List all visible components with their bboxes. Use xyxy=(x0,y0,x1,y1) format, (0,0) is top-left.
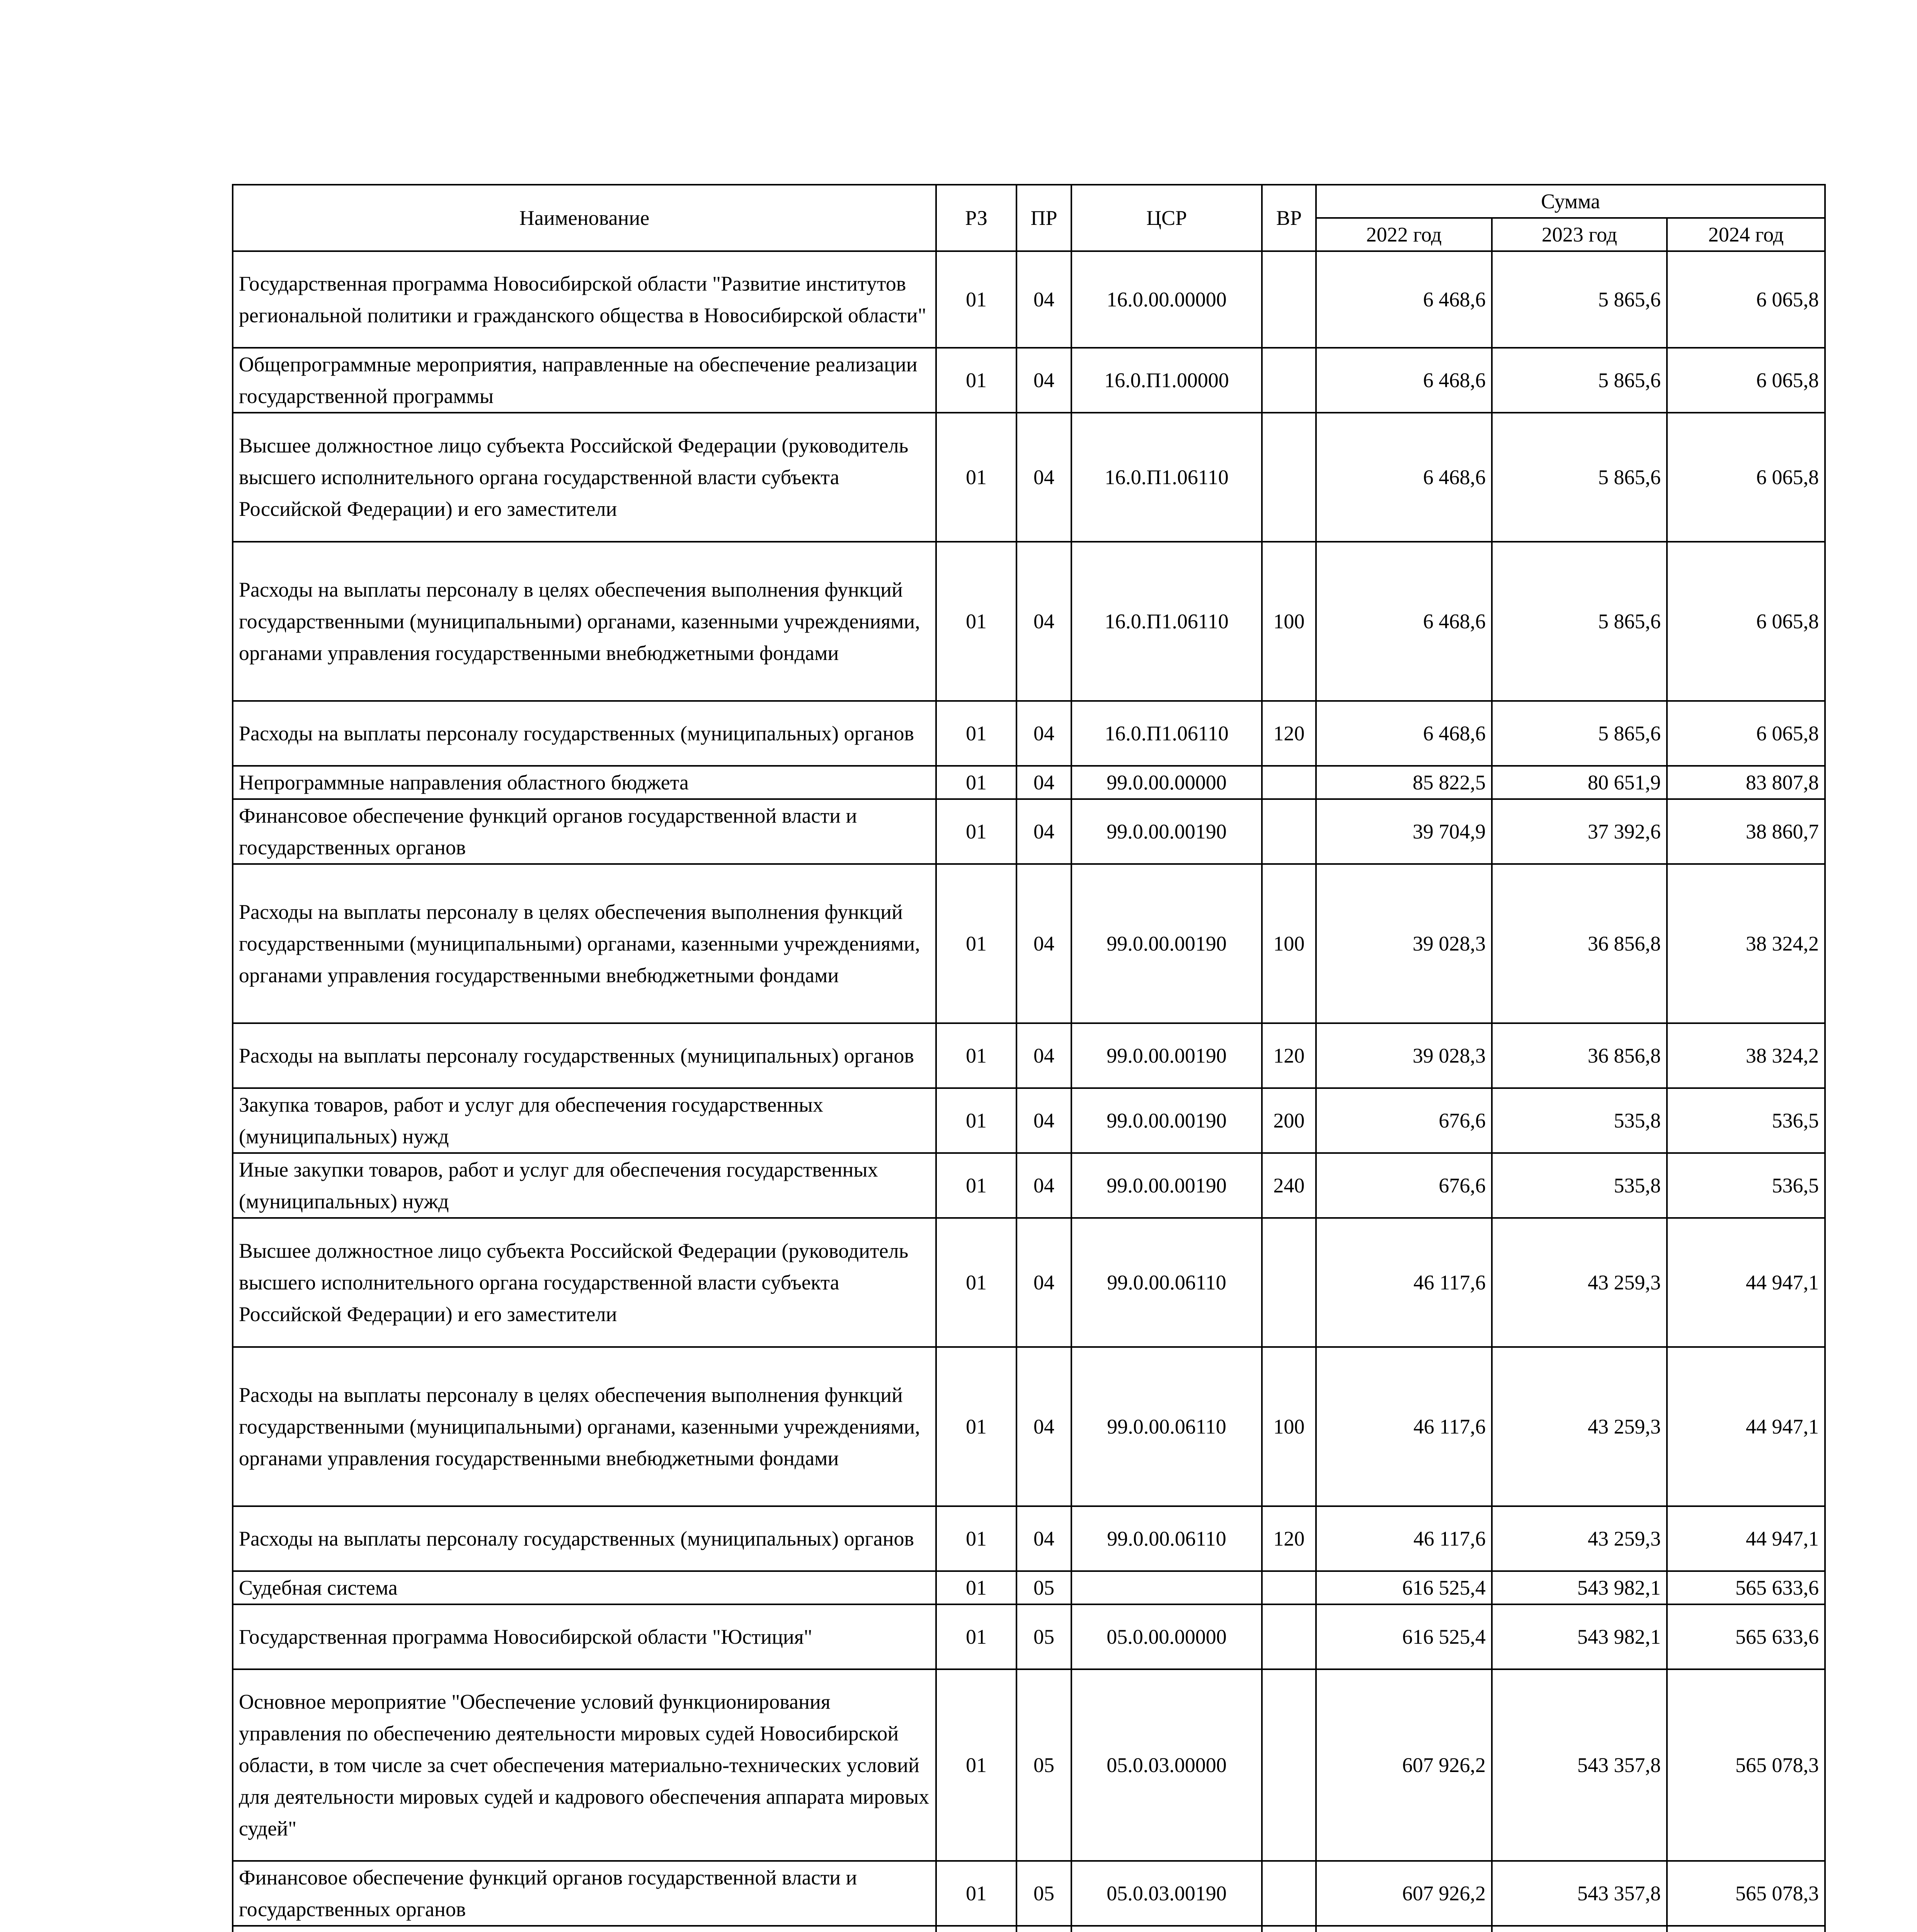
cell-y2024: 83 807,8 xyxy=(1667,766,1825,799)
cell-y2023: 43 259,3 xyxy=(1492,1218,1667,1347)
header-vr: ВР xyxy=(1262,185,1316,251)
cell-name: Высшее должностное лицо субъекта Российской Федерации (руководитель высшего исполнительного органа государственной власти субъекта Российской Федерации) и его заместители xyxy=(233,1218,936,1347)
cell-y2022 xyxy=(1316,1926,1492,1932)
table-row xyxy=(233,1023,1825,1088)
cell-vr: 240 xyxy=(1262,1153,1316,1218)
cell-y2022: 85 822,5 xyxy=(1316,766,1492,799)
cell-y2022: 6 468,6 xyxy=(1316,413,1492,542)
cell-csr: 99.0.00.00190 xyxy=(1071,864,1262,1023)
cell-name: Расходы на выплаты персоналу в целях обеспечения выполнения функций государственными (муниципальными) органами, казенными учреждениями, органами управления государственными внебюджетными фондами xyxy=(233,1347,936,1506)
cell-y2023: 43 259,3 xyxy=(1492,1506,1667,1571)
cell-name: Государственная программа Новосибирской области "Развитие институтов региональной политики и гражданского общества в Новосибирской области" xyxy=(233,251,936,348)
cell-y2023: 5 865,6 xyxy=(1492,251,1667,348)
cell-y2022: 676,6 xyxy=(1316,1153,1492,1218)
cell-rz: 01 xyxy=(936,251,1016,348)
table-row xyxy=(233,1669,1825,1861)
cell-rz: 01 xyxy=(936,1604,1016,1669)
table-row xyxy=(233,1153,1825,1218)
cell-y2022: 39 028,3 xyxy=(1316,1023,1492,1088)
cell-vr: 120 xyxy=(1262,1023,1316,1088)
cell-y2023: 5 865,6 xyxy=(1492,542,1667,701)
cell-pr: 04 xyxy=(1016,1347,1071,1506)
cell-y2024: 38 324,2 xyxy=(1667,1023,1825,1088)
cell-name: Основное мероприятие "Обеспечение условий функционирования управления по обеспечению деятельности мировых судей Новосибирской области, в том числе за счет обеспечения материально-технических условий для деятельности мировых судей и кадрового обеспечения аппарата мировых судей" xyxy=(233,1669,936,1861)
cell-pr: 04 xyxy=(1016,1153,1071,1218)
cell-vr xyxy=(1262,251,1316,348)
cell-y2023: 535,8 xyxy=(1492,1153,1667,1218)
cell-y2023: 543 982,1 xyxy=(1492,1571,1667,1604)
cell-y2023: 37 392,6 xyxy=(1492,799,1667,864)
cell-pr: 04 xyxy=(1016,413,1071,542)
cell-y2024: 44 947,1 xyxy=(1667,1347,1825,1506)
cell-csr: 99.0.00.00190 xyxy=(1071,1023,1262,1088)
cell-vr xyxy=(1262,1218,1316,1347)
table-row xyxy=(233,701,1825,766)
cell-name: Расходы на выплаты персоналу государственных (муниципальных) органов xyxy=(233,1023,936,1088)
cell-name: Расходы на выплаты персоналу государственных (муниципальных) органов xyxy=(233,701,936,766)
cell-y2022: 46 117,6 xyxy=(1316,1218,1492,1347)
cell-name: Судебная система xyxy=(233,1571,936,1604)
cell-rz: 01 xyxy=(936,766,1016,799)
cell-y2024: 565 633,6 xyxy=(1667,1571,1825,1604)
cell-pr: 04 xyxy=(1016,1023,1071,1088)
cell-y2023: 36 856,8 xyxy=(1492,1023,1667,1088)
cell-pr xyxy=(1016,1926,1071,1932)
cell-rz xyxy=(936,1926,1016,1932)
cell-rz: 01 xyxy=(936,701,1016,766)
cell-y2024: 6 065,8 xyxy=(1667,251,1825,348)
cell-pr: 04 xyxy=(1016,1506,1071,1571)
cell-pr: 04 xyxy=(1016,766,1071,799)
header-sum: Сумма xyxy=(1316,185,1825,218)
cell-csr: 99.0.00.00190 xyxy=(1071,1153,1262,1218)
cell-pr: 04 xyxy=(1016,348,1071,413)
cell-pr: 05 xyxy=(1016,1861,1071,1926)
cell-vr: 100 xyxy=(1262,864,1316,1023)
cell-y2023: 36 856,8 xyxy=(1492,864,1667,1023)
cell-y2023: 543 357,8 xyxy=(1492,1861,1667,1926)
cell-rz: 01 xyxy=(936,1669,1016,1861)
cell-vr xyxy=(1262,413,1316,542)
cell-name: Общепрограммные мероприятия, направленные на обеспечение реализации государственной программы xyxy=(233,348,936,413)
cell-rz: 01 xyxy=(936,799,1016,864)
cell-y2022: 607 926,2 xyxy=(1316,1669,1492,1861)
cell-y2023: 43 259,3 xyxy=(1492,1347,1667,1506)
cell-csr: 16.0.00.00000 xyxy=(1071,251,1262,348)
header-pr: ПР xyxy=(1016,185,1071,251)
cell-y2024: 44 947,1 xyxy=(1667,1506,1825,1571)
cell-rz: 01 xyxy=(936,1218,1016,1347)
cell-vr xyxy=(1262,348,1316,413)
cell-name: Расходы на выплаты персоналу в целях обеспечения выполнения функций государственными (муниципальными) органами, казенными учреждениями, органами управления государственными внебюджетными фондами xyxy=(233,542,936,701)
table-row xyxy=(233,251,1825,348)
cell-vr xyxy=(1262,1669,1316,1861)
table-row xyxy=(233,348,1825,413)
cell-name xyxy=(233,1926,936,1932)
cell-vr xyxy=(1262,1861,1316,1926)
cell-csr: 16.0.П1.06110 xyxy=(1071,413,1262,542)
cell-rz: 01 xyxy=(936,542,1016,701)
cell-y2024: 536,5 xyxy=(1667,1153,1825,1218)
cell-vr: 120 xyxy=(1262,1506,1316,1571)
table-row xyxy=(233,864,1825,1023)
header-year-2024: 2024 год xyxy=(1667,218,1825,251)
cell-name: Непрограммные направления областного бюджета xyxy=(233,766,936,799)
cell-csr xyxy=(1071,1926,1262,1932)
table-row xyxy=(233,1926,1825,1932)
cell-y2024: 44 947,1 xyxy=(1667,1218,1825,1347)
cell-name: Расходы на выплаты персоналу в целях обеспечения выполнения функций государственными (муниципальными) органами, казенными учреждениями, органами управления государственными внебюджетными фондами xyxy=(233,864,936,1023)
cell-csr: 99.0.00.00190 xyxy=(1071,799,1262,864)
cell-rz: 01 xyxy=(936,348,1016,413)
cell-pr: 04 xyxy=(1016,1088,1071,1153)
cell-rz: 01 xyxy=(936,1023,1016,1088)
cell-y2022: 607 926,2 xyxy=(1316,1861,1492,1926)
cell-rz: 01 xyxy=(936,1153,1016,1218)
table-row xyxy=(233,542,1825,701)
cell-y2022: 6 468,6 xyxy=(1316,701,1492,766)
cell-y2022: 46 117,6 xyxy=(1316,1506,1492,1571)
cell-vr xyxy=(1262,799,1316,864)
cell-y2023: 5 865,6 xyxy=(1492,701,1667,766)
cell-vr: 100 xyxy=(1262,542,1316,701)
cell-csr: 16.0.П1.00000 xyxy=(1071,348,1262,413)
cell-vr xyxy=(1262,1571,1316,1604)
cell-csr: 16.0.П1.06110 xyxy=(1071,542,1262,701)
cell-vr xyxy=(1262,1926,1316,1932)
cell-csr: 99.0.00.00000 xyxy=(1071,766,1262,799)
cell-pr: 04 xyxy=(1016,864,1071,1023)
cell-y2022: 39 704,9 xyxy=(1316,799,1492,864)
cell-y2024 xyxy=(1667,1926,1825,1932)
table-row xyxy=(233,1604,1825,1669)
cell-y2022: 6 468,6 xyxy=(1316,348,1492,413)
cell-y2023: 80 651,9 xyxy=(1492,766,1667,799)
header-year-2023: 2023 год xyxy=(1492,218,1667,251)
table-row xyxy=(233,1861,1825,1926)
table-row xyxy=(233,1347,1825,1506)
cell-vr xyxy=(1262,766,1316,799)
cell-pr: 04 xyxy=(1016,542,1071,701)
cell-name: Высшее должностное лицо субъекта Российской Федерации (руководитель высшего исполнительного органа государственной власти субъекта Российской Федерации) и его заместители xyxy=(233,413,936,542)
cell-y2022: 676,6 xyxy=(1316,1088,1492,1153)
cell-pr: 05 xyxy=(1016,1669,1071,1861)
cell-vr: 100 xyxy=(1262,1347,1316,1506)
cell-csr: 99.0.00.06110 xyxy=(1071,1347,1262,1506)
cell-rz: 01 xyxy=(936,1861,1016,1926)
cell-pr: 04 xyxy=(1016,251,1071,348)
cell-name: Иные закупки товаров, работ и услуг для обеспечения государственных (муниципальных) нужд xyxy=(233,1153,936,1218)
cell-csr: 99.0.00.00190 xyxy=(1071,1088,1262,1153)
cell-pr: 04 xyxy=(1016,1218,1071,1347)
cell-y2024: 565 633,6 xyxy=(1667,1604,1825,1669)
cell-y2022: 6 468,6 xyxy=(1316,542,1492,701)
cell-csr xyxy=(1071,1571,1262,1604)
cell-y2024: 6 065,8 xyxy=(1667,413,1825,542)
header-name: Наименование xyxy=(233,185,936,251)
cell-y2023: 5 865,6 xyxy=(1492,348,1667,413)
cell-y2024: 6 065,8 xyxy=(1667,701,1825,766)
cell-y2024: 565 078,3 xyxy=(1667,1669,1825,1861)
cell-y2022: 39 028,3 xyxy=(1316,864,1492,1023)
cell-vr xyxy=(1262,1604,1316,1669)
cell-y2023: 535,8 xyxy=(1492,1088,1667,1153)
table-row xyxy=(233,799,1825,864)
cell-rz: 01 xyxy=(936,1347,1016,1506)
cell-y2024: 6 065,8 xyxy=(1667,542,1825,701)
cell-name: Финансовое обеспечение функций органов государственной власти и государственных органов xyxy=(233,799,936,864)
cell-csr: 05.0.00.00000 xyxy=(1071,1604,1262,1669)
cell-y2023: 5 865,6 xyxy=(1492,413,1667,542)
cell-name: Расходы на выплаты персоналу государственных (муниципальных) органов xyxy=(233,1506,936,1571)
cell-y2023: 543 982,1 xyxy=(1492,1604,1667,1669)
cell-pr: 05 xyxy=(1016,1604,1071,1669)
cell-name: Государственная программа Новосибирской области "Юстиция" xyxy=(233,1604,936,1669)
cell-rz: 01 xyxy=(936,864,1016,1023)
cell-y2023 xyxy=(1492,1926,1667,1932)
cell-rz: 01 xyxy=(936,1571,1016,1604)
cell-y2024: 38 860,7 xyxy=(1667,799,1825,864)
cell-y2022: 46 117,6 xyxy=(1316,1347,1492,1506)
cell-csr: 05.0.03.00190 xyxy=(1071,1861,1262,1926)
cell-rz: 01 xyxy=(936,413,1016,542)
cell-y2024: 536,5 xyxy=(1667,1088,1825,1153)
table-row xyxy=(233,1218,1825,1347)
table-row xyxy=(233,766,1825,799)
cell-rz: 01 xyxy=(936,1506,1016,1571)
cell-y2022: 616 525,4 xyxy=(1316,1571,1492,1604)
cell-y2024: 6 065,8 xyxy=(1667,348,1825,413)
cell-csr: 99.0.00.06110 xyxy=(1071,1218,1262,1347)
cell-vr: 120 xyxy=(1262,701,1316,766)
cell-csr: 16.0.П1.06110 xyxy=(1071,701,1262,766)
cell-csr: 99.0.00.06110 xyxy=(1071,1506,1262,1571)
cell-y2022: 6 468,6 xyxy=(1316,251,1492,348)
cell-name: Закупка товаров, работ и услуг для обеспечения государственных (муниципальных) нужд xyxy=(233,1088,936,1153)
header-year-2022: 2022 год xyxy=(1316,218,1492,251)
table-row xyxy=(233,1571,1825,1604)
cell-csr: 05.0.03.00000 xyxy=(1071,1669,1262,1861)
cell-y2023: 543 357,8 xyxy=(1492,1669,1667,1861)
cell-rz: 01 xyxy=(936,1088,1016,1153)
cell-pr: 05 xyxy=(1016,1571,1071,1604)
table-row xyxy=(233,413,1825,542)
cell-y2024: 565 078,3 xyxy=(1667,1861,1825,1926)
cell-pr: 04 xyxy=(1016,799,1071,864)
cell-y2024: 38 324,2 xyxy=(1667,864,1825,1023)
cell-name: Финансовое обеспечение функций органов государственной власти и государственных органов xyxy=(233,1861,936,1926)
header-rz: РЗ xyxy=(936,185,1016,251)
budget-table xyxy=(232,184,1826,1932)
table-row xyxy=(233,1506,1825,1571)
cell-y2022: 616 525,4 xyxy=(1316,1604,1492,1669)
table-body xyxy=(233,251,1825,1932)
cell-vr: 200 xyxy=(1262,1088,1316,1153)
cell-pr: 04 xyxy=(1016,701,1071,766)
header-csr: ЦСР xyxy=(1071,185,1262,251)
table-row xyxy=(233,1088,1825,1153)
